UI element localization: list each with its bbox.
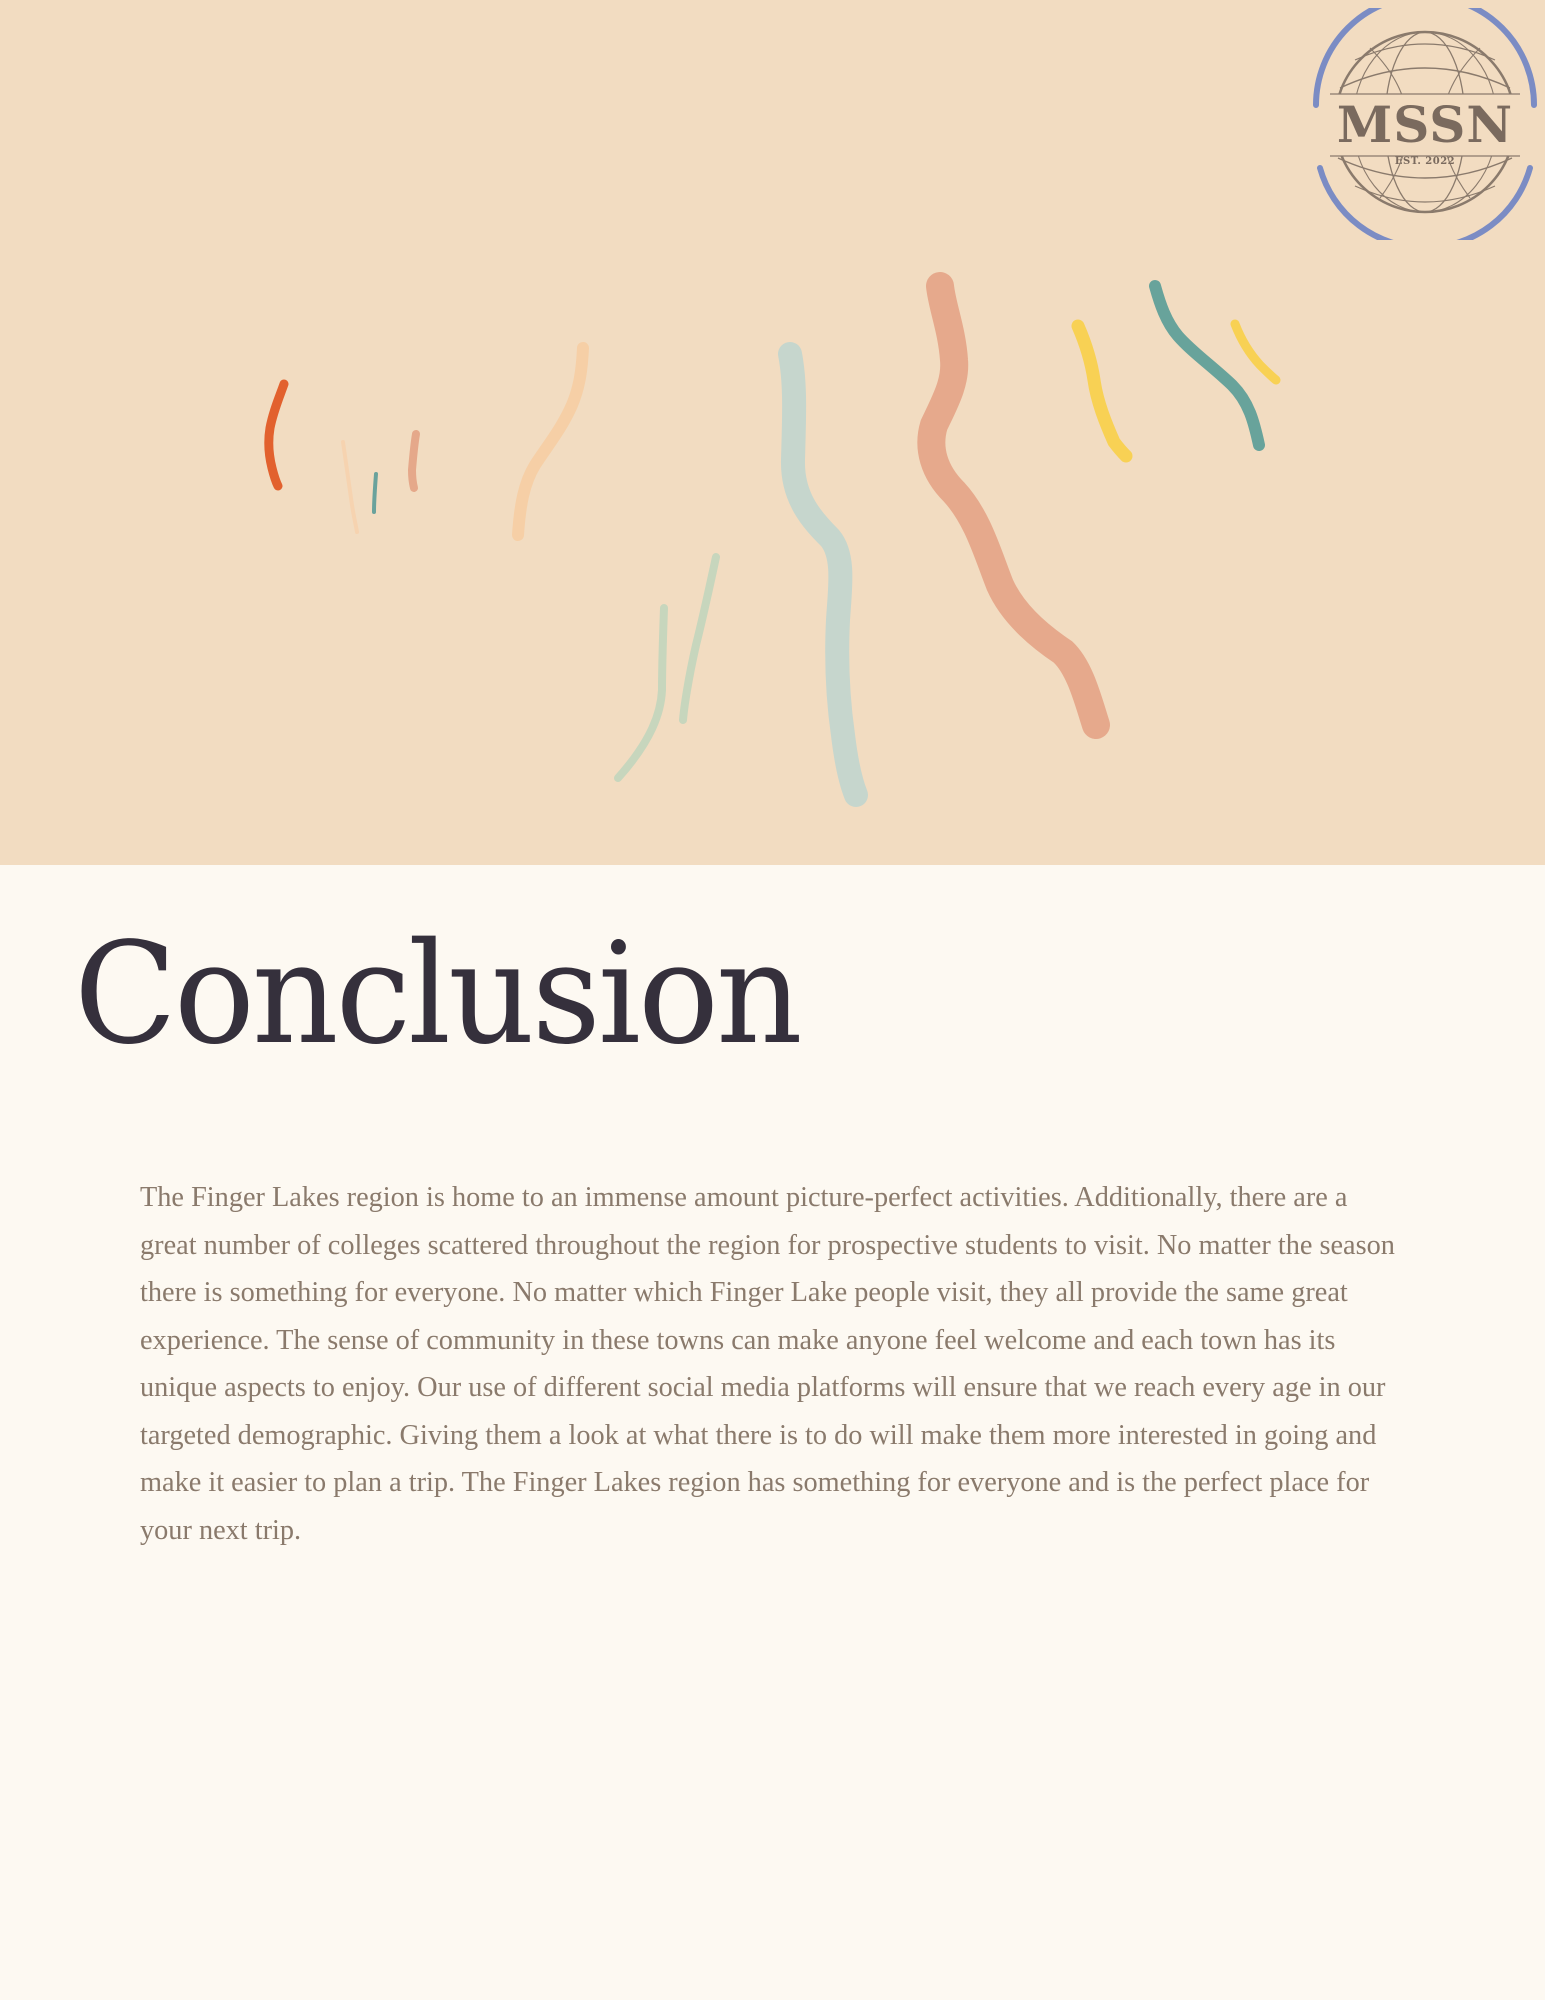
lake-shape-yellow-small (1235, 324, 1276, 380)
lake-shape-peach (518, 348, 583, 535)
lake-shape-sage (683, 557, 716, 720)
hero-banner (0, 0, 1545, 865)
lake-shape-salmon-small (412, 434, 416, 488)
lake-shape-peach-small (343, 442, 357, 532)
lake-shape-sage-branch (618, 608, 664, 778)
page-title: Conclusion (74, 913, 800, 1076)
conclusion-paragraph: The Finger Lakes region is home to an immense amount picture-perfect activities. Additionally, there are a great number of colleges scattered throughout the region for prospective students to visit. No matter the season there is something for everyone. No matter which Finger Lake people visit, they all provide the same great experience. The sense of community in these towns can make anyone feel welcome and each town has its unique aspects to enjoy. Our use of different social media platforms will ensure that we reach every age in our targeted demographic. Giving them a look at what there is to do will make them more interested in going and make it easier to plan a trip. The Finger Lakes region has something for everyone and is the perfect place for your next trip. (140, 1182, 1395, 1546)
lake-shape-yellow (1078, 326, 1126, 456)
logo-wordmark: MSSN (1336, 95, 1514, 154)
mssn-logo (1310, 8, 1540, 240)
lake-shape-salmon (931, 286, 1096, 725)
logo-established: EST. 2022 (1394, 156, 1456, 167)
lake-shape-light-blue (790, 354, 856, 795)
lake-shape-orange (269, 384, 284, 486)
lake-shape-teal (1155, 286, 1259, 445)
lake-shape-teal-small (374, 474, 376, 512)
